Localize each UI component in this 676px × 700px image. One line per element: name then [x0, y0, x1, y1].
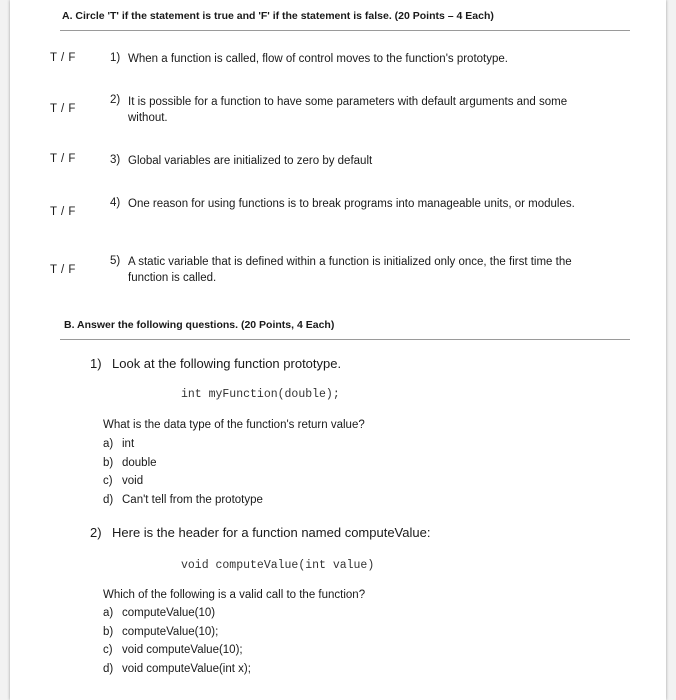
tf-option-1[interactable]: T / F: [50, 52, 76, 64]
item-number-3: 3): [110, 154, 121, 166]
q2-option-b-label: b): [103, 626, 114, 638]
section-b-rule: [60, 339, 630, 340]
tf-option-3[interactable]: T / F: [50, 153, 76, 165]
q2-option-d-label: d): [103, 663, 114, 675]
section-a-rule: [60, 30, 630, 31]
q1-option-a[interactable]: int: [122, 438, 135, 450]
question-1-number: 1): [90, 356, 102, 371]
question-2-code: void computeValue(int value): [181, 559, 375, 572]
statement-5: A static variable that is defined within a function is initialized only once, the first time the function is called.: [128, 256, 572, 284]
q2-option-b[interactable]: computeValue(10);: [122, 626, 219, 638]
q1-option-c-label: c): [103, 475, 113, 487]
statement-3: Global variables are initialized to zero by default: [128, 155, 373, 167]
document-page: [10, 0, 666, 700]
q2-option-c-label: c): [103, 644, 113, 656]
tf-option-4[interactable]: T / F: [50, 206, 76, 218]
statement-2-text: It is possible for a function to have some parameters with default arguments and some without.: [128, 96, 568, 124]
q1-option-c[interactable]: void: [122, 475, 144, 487]
tf-option-2[interactable]: T / F: [50, 103, 76, 115]
question-2-text: Here is the header for a function named computeValue:: [112, 525, 431, 540]
statement-2: [128, 94, 608, 126]
q1-option-d-label: d): [103, 494, 114, 506]
q2-option-d[interactable]: void computeValue(int x);: [122, 663, 251, 675]
item-number-5: 5): [110, 255, 121, 267]
q1-option-b-label: b): [103, 457, 114, 469]
question-1-prompt: What is the data type of the function's return value?: [103, 419, 365, 431]
question-1-code: int myFunction(double);: [181, 388, 340, 401]
statement-4: One reason for using functions is to break programs into manageable units, or modules.: [128, 198, 575, 210]
question-1-text: Look at the following function prototype.: [112, 356, 342, 371]
statement-1: When a function is called, flow of control moves to the function's prototype.: [128, 53, 508, 65]
section-a-heading: A. Circle 'T' if the statement is true and 'F' if the statement is false. (20 Points – 4 Each): [62, 10, 494, 22]
item-number-2: 2): [110, 94, 121, 106]
q2-option-a-label: a): [103, 607, 114, 619]
q2-option-a[interactable]: computeValue(10): [122, 607, 216, 619]
question-2-number: 2): [90, 525, 102, 540]
q1-option-a-label: a): [103, 438, 114, 450]
q1-option-b[interactable]: double: [122, 457, 157, 469]
question-2-prompt: Which of the following is a valid call to the function?: [103, 589, 366, 601]
q1-option-d[interactable]: Can't tell from the prototype: [122, 494, 263, 506]
item-number-4: 4): [110, 197, 121, 209]
item-number-1: 1): [110, 52, 121, 64]
section-b-heading: B. Answer the following questions. (20 Points, 4 Each): [64, 319, 335, 331]
q2-option-c[interactable]: void computeValue(10);: [122, 644, 243, 656]
tf-option-5[interactable]: T / F: [50, 264, 76, 276]
